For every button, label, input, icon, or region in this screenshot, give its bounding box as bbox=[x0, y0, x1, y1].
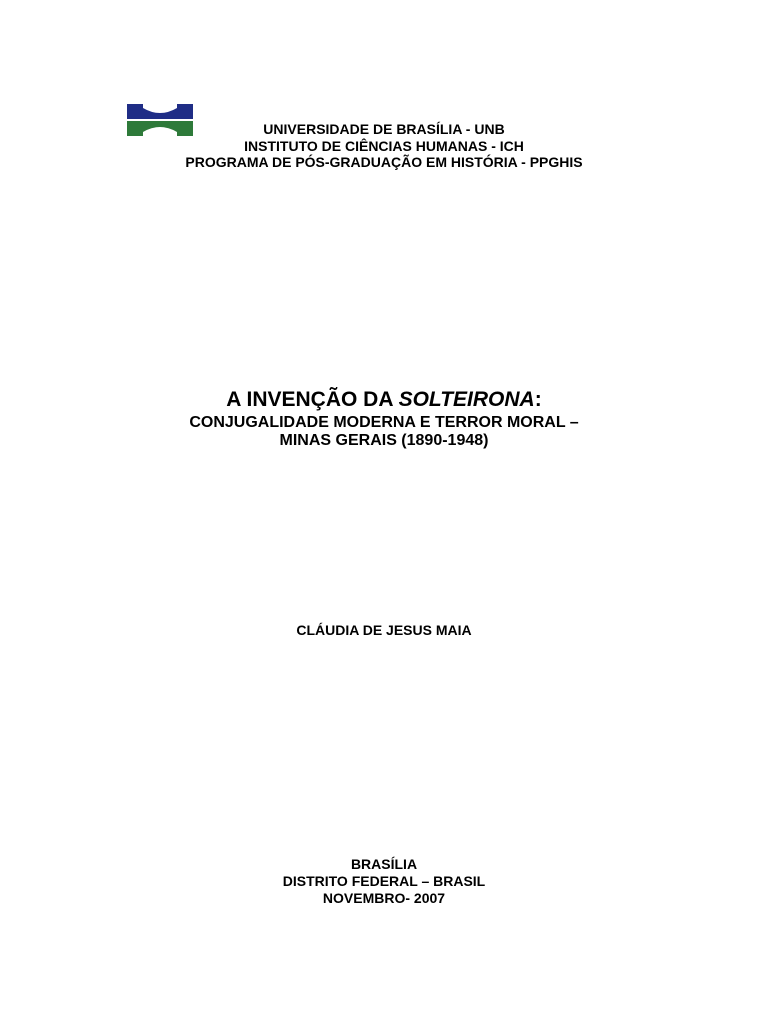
thesis-title-block bbox=[0, 386, 768, 450]
institute-name: INSTITUTO DE CIÊNCIAS HUMANAS - ICH bbox=[244, 137, 524, 154]
imprint-date: NOVEMBRO- 2007 bbox=[322, 890, 446, 906]
title-prefix: A INVENÇÃO DA bbox=[226, 388, 399, 411]
institution-header bbox=[0, 121, 768, 171]
imprint-city: BRASÍLIA bbox=[350, 856, 418, 872]
university-name: UNIVERSIDADE DE BRASÍLIA - UNB bbox=[263, 121, 505, 137]
author-block bbox=[0, 621, 768, 639]
logo-blue-shape bbox=[127, 104, 193, 120]
imprint-region: DISTRITO FEDERAL – BRASIL bbox=[282, 873, 486, 889]
program-name: PROGRAMA DE PÓS-GRADUAÇÃO EM HISTÓRIA - PPGHIS bbox=[185, 154, 583, 170]
subtitle-line-1: CONJUGALIDADE MODERNA E TERROR MORAL – bbox=[189, 414, 579, 431]
imprint-block bbox=[0, 856, 768, 907]
thesis-title bbox=[0, 386, 768, 414]
title-italic-word: SOLTEIRONA bbox=[398, 388, 535, 411]
title-suffix: : bbox=[534, 388, 542, 411]
author-name: CLÁUDIA DE JESUS MAIA bbox=[296, 622, 472, 638]
subtitle-line-2: MINAS GERAIS (1890-1948) bbox=[279, 432, 489, 449]
